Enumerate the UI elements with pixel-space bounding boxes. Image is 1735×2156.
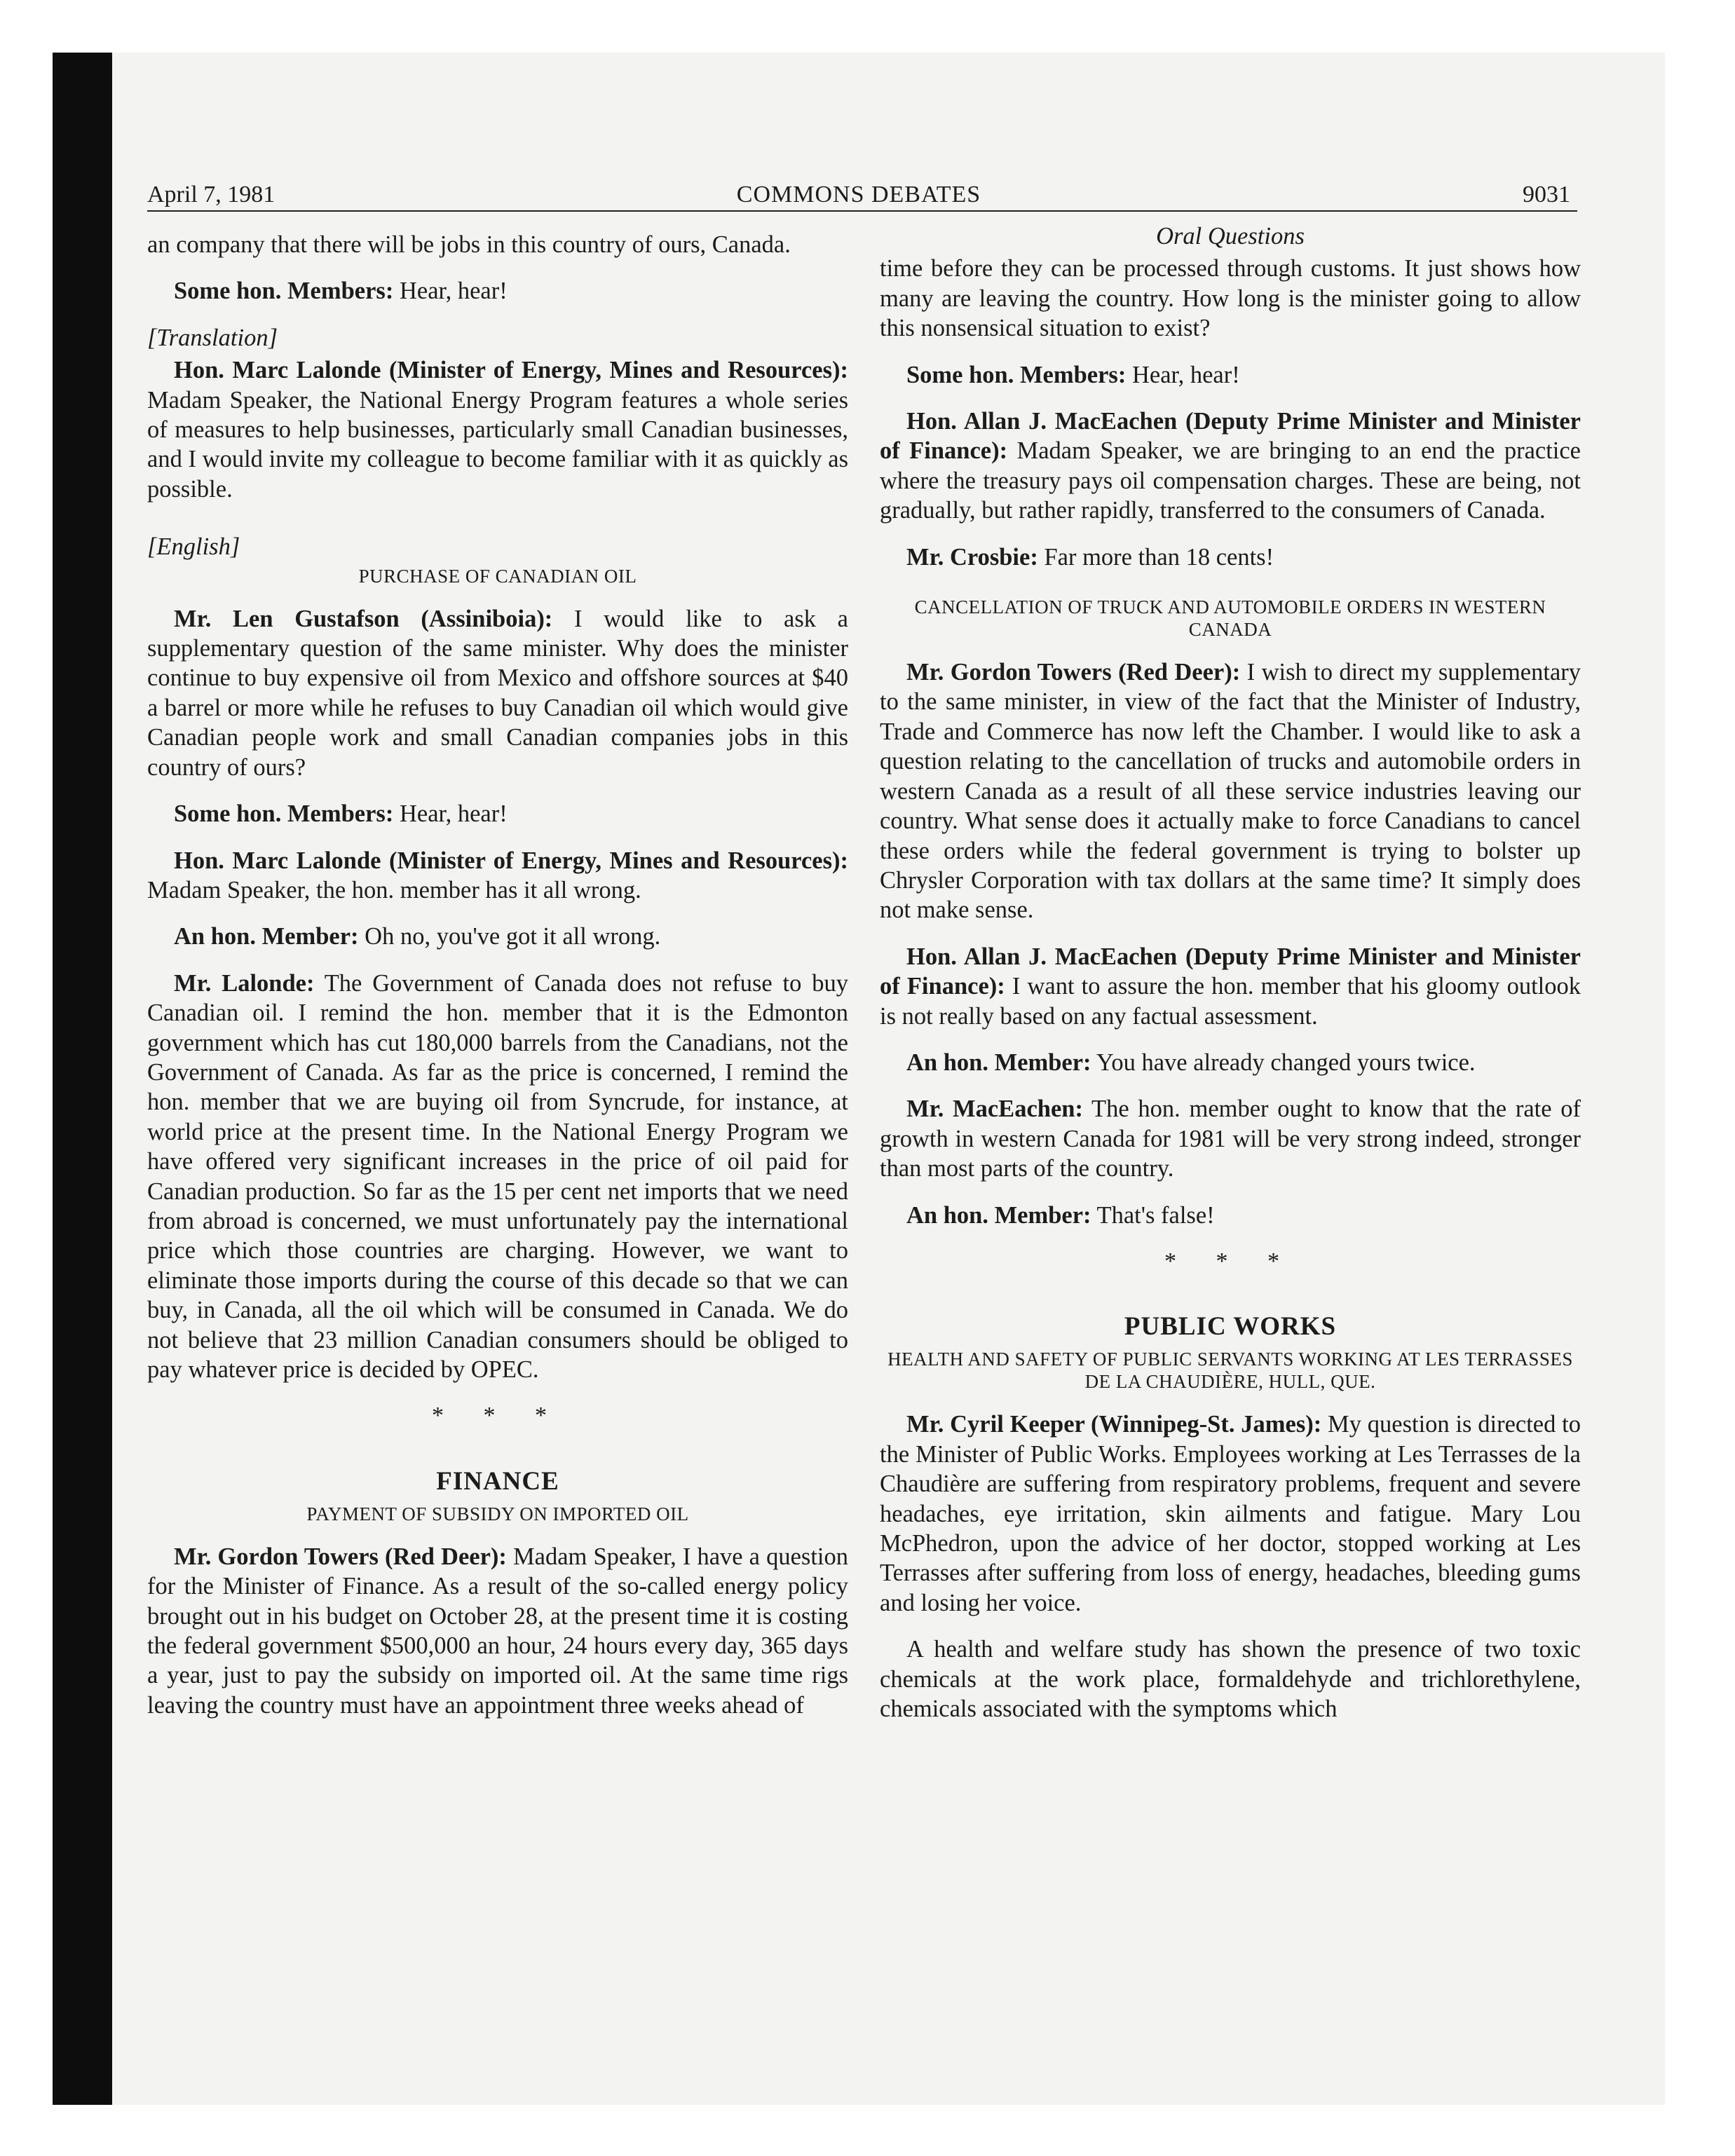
speech-text: I would like to ask a supplementary question of the same minister. Why does the minister continue to buy expensive oil from Mexico and offshore sources at $40 a barrel or more while he refuses to buy Canadian oil which would give Canadian people work and small Canadian companies jobs in this country of ours? bbox=[147, 605, 848, 781]
speech-paragraph bbox=[880, 657, 1581, 925]
speech-text: Hear, hear! bbox=[393, 278, 508, 305]
speaker-name: Mr. MacEachen: bbox=[906, 1096, 1083, 1123]
speech-paragraph bbox=[880, 1201, 1581, 1230]
speech-paragraph bbox=[147, 799, 848, 828]
speech-text: The hon. member ought to know that the rate of growth in western Canada for 1981 will be very strong indeed, stronger than most parts of the country. bbox=[880, 1096, 1581, 1182]
sub-heading: HEALTH AND SAFETY OF PUBLIC SERVANTS WORKING AT LES TERRASSES DE LA CHAUDIÈRE, HULL, QUE. bbox=[887, 1349, 1573, 1393]
speaker-name: Mr. Crosbie: bbox=[906, 543, 1038, 571]
speech-paragraph bbox=[147, 1542, 848, 1720]
section-divider-stars: * * * bbox=[1164, 1248, 1296, 1274]
speech-paragraph bbox=[147, 922, 848, 951]
speech-text: I want to assure the hon. member that his gloomy outlook is not really based on any factual assessment. bbox=[880, 973, 1581, 1030]
speech-text: Madam Speaker, the National Energy Program features a whole series of measures to help businesses, particularly small Canadian businesses, and I would invite my colleague to become familiar with it as quickly as possible. bbox=[147, 386, 848, 503]
sub-heading: CANCELLATION OF TRUCK AND AUTOMOBILE ORDERS IN WESTERN CANADA bbox=[914, 596, 1546, 641]
speaker-name: Hon. Allan J. MacEachen (Deputy Prime Minister and Minister of Finance): bbox=[880, 943, 1581, 1000]
speech-paragraph bbox=[880, 942, 1581, 1031]
english-label: [English] bbox=[147, 533, 240, 561]
speech-text: Madam Speaker, the hon. member has it all wrong. bbox=[147, 876, 641, 903]
translation-label: [Translation] bbox=[147, 324, 278, 351]
speech-paragraph bbox=[880, 1094, 1581, 1183]
speaker-name: An hon. Member: bbox=[906, 1201, 1091, 1229]
speech-paragraph bbox=[147, 355, 848, 504]
header-rule bbox=[147, 210, 1577, 212]
speech-text: I wish to direct my supplementary to the same minister, in view of the fact that the Minister of Industry, Trade and Commerce has now left the Chamber. I would like to ask a question relating to the cancellation of trucks and automobile orders in western Canada as a result of all these service industries leaving our country. What sense does it actually make to force Canadians to cancel these orders while the federal government is trying to bolster up Chrysler Corporation with tax dollars at the same time? It simply does not make sense. bbox=[880, 659, 1581, 924]
speech-text: The Government of Canada does not refuse to buy Canadian oil. I remind the hon. member that it is the Edmonton government which has cut 180,000 barrels from the Canadians, not the Government of Canada. As far as the price is concerned, I remind the hon. member that we are buying oil from Syncrude, for instance, at world price at the present time. In the National Energy Program we have offered very significant increases in the price of oil paid for Canadian production. So far as the 15 per cent net imports that we need from abroad is concerned, we must unfortunately pay the international price which those countries are charging. However, we want to eliminate those imports during the course of this decade so that we can buy, in Canada, all the oil which will be consumed in Canada. We do not believe that 23 million Canadian consumers should be obliged to pay whatever price is decided by OPEC. bbox=[147, 969, 849, 1383]
speech-text: Hear, hear! bbox=[393, 800, 508, 828]
speech-paragraph bbox=[880, 1410, 1581, 1618]
speech-text: Oh no, you've got it all wrong. bbox=[358, 923, 661, 950]
speaker-name: Mr. Lalonde: bbox=[174, 969, 315, 997]
header-date: April 7, 1981 bbox=[147, 182, 275, 207]
speech-paragraph bbox=[147, 846, 848, 906]
speech-text: Madam Speaker, I have a question for the Minister of Finance. As a result of the so-called energy policy brought out in his budget on October 28, at the present time it is costing the federal government $500,000 an hour, 24 hours every day, 365 days a year, just to pay the subsidy on imported oil. At the same time rigs leaving the country must have an appointment three weeks ahead of bbox=[147, 1543, 848, 1719]
left-column bbox=[147, 230, 848, 1737]
major-heading: PUBLIC WORKS bbox=[1124, 1312, 1337, 1342]
speaker-name: Mr. Cyril Keeper (Winnipeg-St. James): bbox=[906, 1411, 1322, 1438]
speech-text: You have already changed yours twice. bbox=[1091, 1049, 1476, 1076]
speech-paragraph bbox=[880, 543, 1581, 572]
right-column bbox=[880, 223, 1581, 1740]
paragraph: time before they can be processed through customs. It just shows how many are leaving the country. How long is the minister going to allow this nonsensical situation to exist? bbox=[880, 255, 1581, 342]
sub-heading: PURCHASE OF CANADIAN OIL bbox=[358, 565, 637, 587]
speaker-name: Mr. Gordon Towers (Red Deer): bbox=[174, 1543, 507, 1570]
speaker-name: Hon. Allan J. MacEachen (Deputy Prime Minister and Minister of Finance): bbox=[880, 408, 1581, 465]
speaker-name: Mr. Len Gustafson (Assiniboia): bbox=[174, 605, 553, 632]
speaker-name: Some hon. Members: bbox=[906, 361, 1127, 388]
header-title: COMMONS DEBATES bbox=[736, 182, 981, 207]
speaker-name: An hon. Member: bbox=[906, 1049, 1091, 1076]
speaker-name: Hon. Marc Lalonde (Minister of Energy, Mines and Resources): bbox=[174, 847, 848, 874]
speaker-name: Hon. Marc Lalonde (Minister of Energy, Mines and Resources): bbox=[174, 357, 848, 384]
section-divider-stars: * * * bbox=[432, 1403, 564, 1429]
speech-paragraph bbox=[880, 407, 1581, 526]
speech-text: My question is directed to the Minister of Public Works. Employees working at Les Terrasses de la Chaudière are suffering from respiratory problems, frequent and severe headaches, eye irritation, skin ailments and fatigue. Mary Lou McPhedron, upon the advice of her doctor, stopped working at Les Terrasses after suffering from loss of energy, headaches, bleeding gums and losing her voice. bbox=[880, 1411, 1581, 1616]
speaker-name: Some hon. Members: bbox=[174, 278, 394, 305]
speech-text: That's false! bbox=[1091, 1201, 1215, 1229]
paragraph: an company that there will be jobs in this country of ours, Canada. bbox=[147, 231, 791, 258]
section-running-label: Oral Questions bbox=[1156, 223, 1305, 250]
speaker-name: Mr. Gordon Towers (Red Deer): bbox=[906, 659, 1241, 686]
speech-paragraph bbox=[880, 1048, 1581, 1077]
sub-heading: PAYMENT OF SUBSIDY ON IMPORTED OIL bbox=[306, 1503, 689, 1524]
major-heading: FINANCE bbox=[436, 1466, 559, 1496]
speaker-name: An hon. Member: bbox=[174, 923, 359, 950]
speaker-name: Some hon. Members: bbox=[174, 800, 394, 828]
speech-text: Hear, hear! bbox=[1126, 361, 1240, 388]
header-page-number: 9031 bbox=[1523, 182, 1570, 207]
speech-paragraph bbox=[147, 969, 848, 1385]
running-header bbox=[147, 181, 1570, 214]
speech-text: Madam Speaker, we are bringing to an end the practice where the treasury pays oil compensation charges. These are being, not gradually, but rather rapidly, transferred to the consumers of Canada. bbox=[880, 437, 1581, 524]
scan-edge-bar bbox=[53, 53, 112, 2105]
speech-paragraph bbox=[147, 276, 848, 306]
speech-paragraph bbox=[147, 604, 848, 782]
speech-text: Far more than 18 cents! bbox=[1037, 543, 1274, 571]
speech-paragraph bbox=[880, 360, 1581, 390]
paragraph: A health and welfare study has shown the presence of two toxic chemicals at the work place, formaldehyde and trichlorethylene, chemicals associated with the symptoms which bbox=[880, 1636, 1581, 1723]
